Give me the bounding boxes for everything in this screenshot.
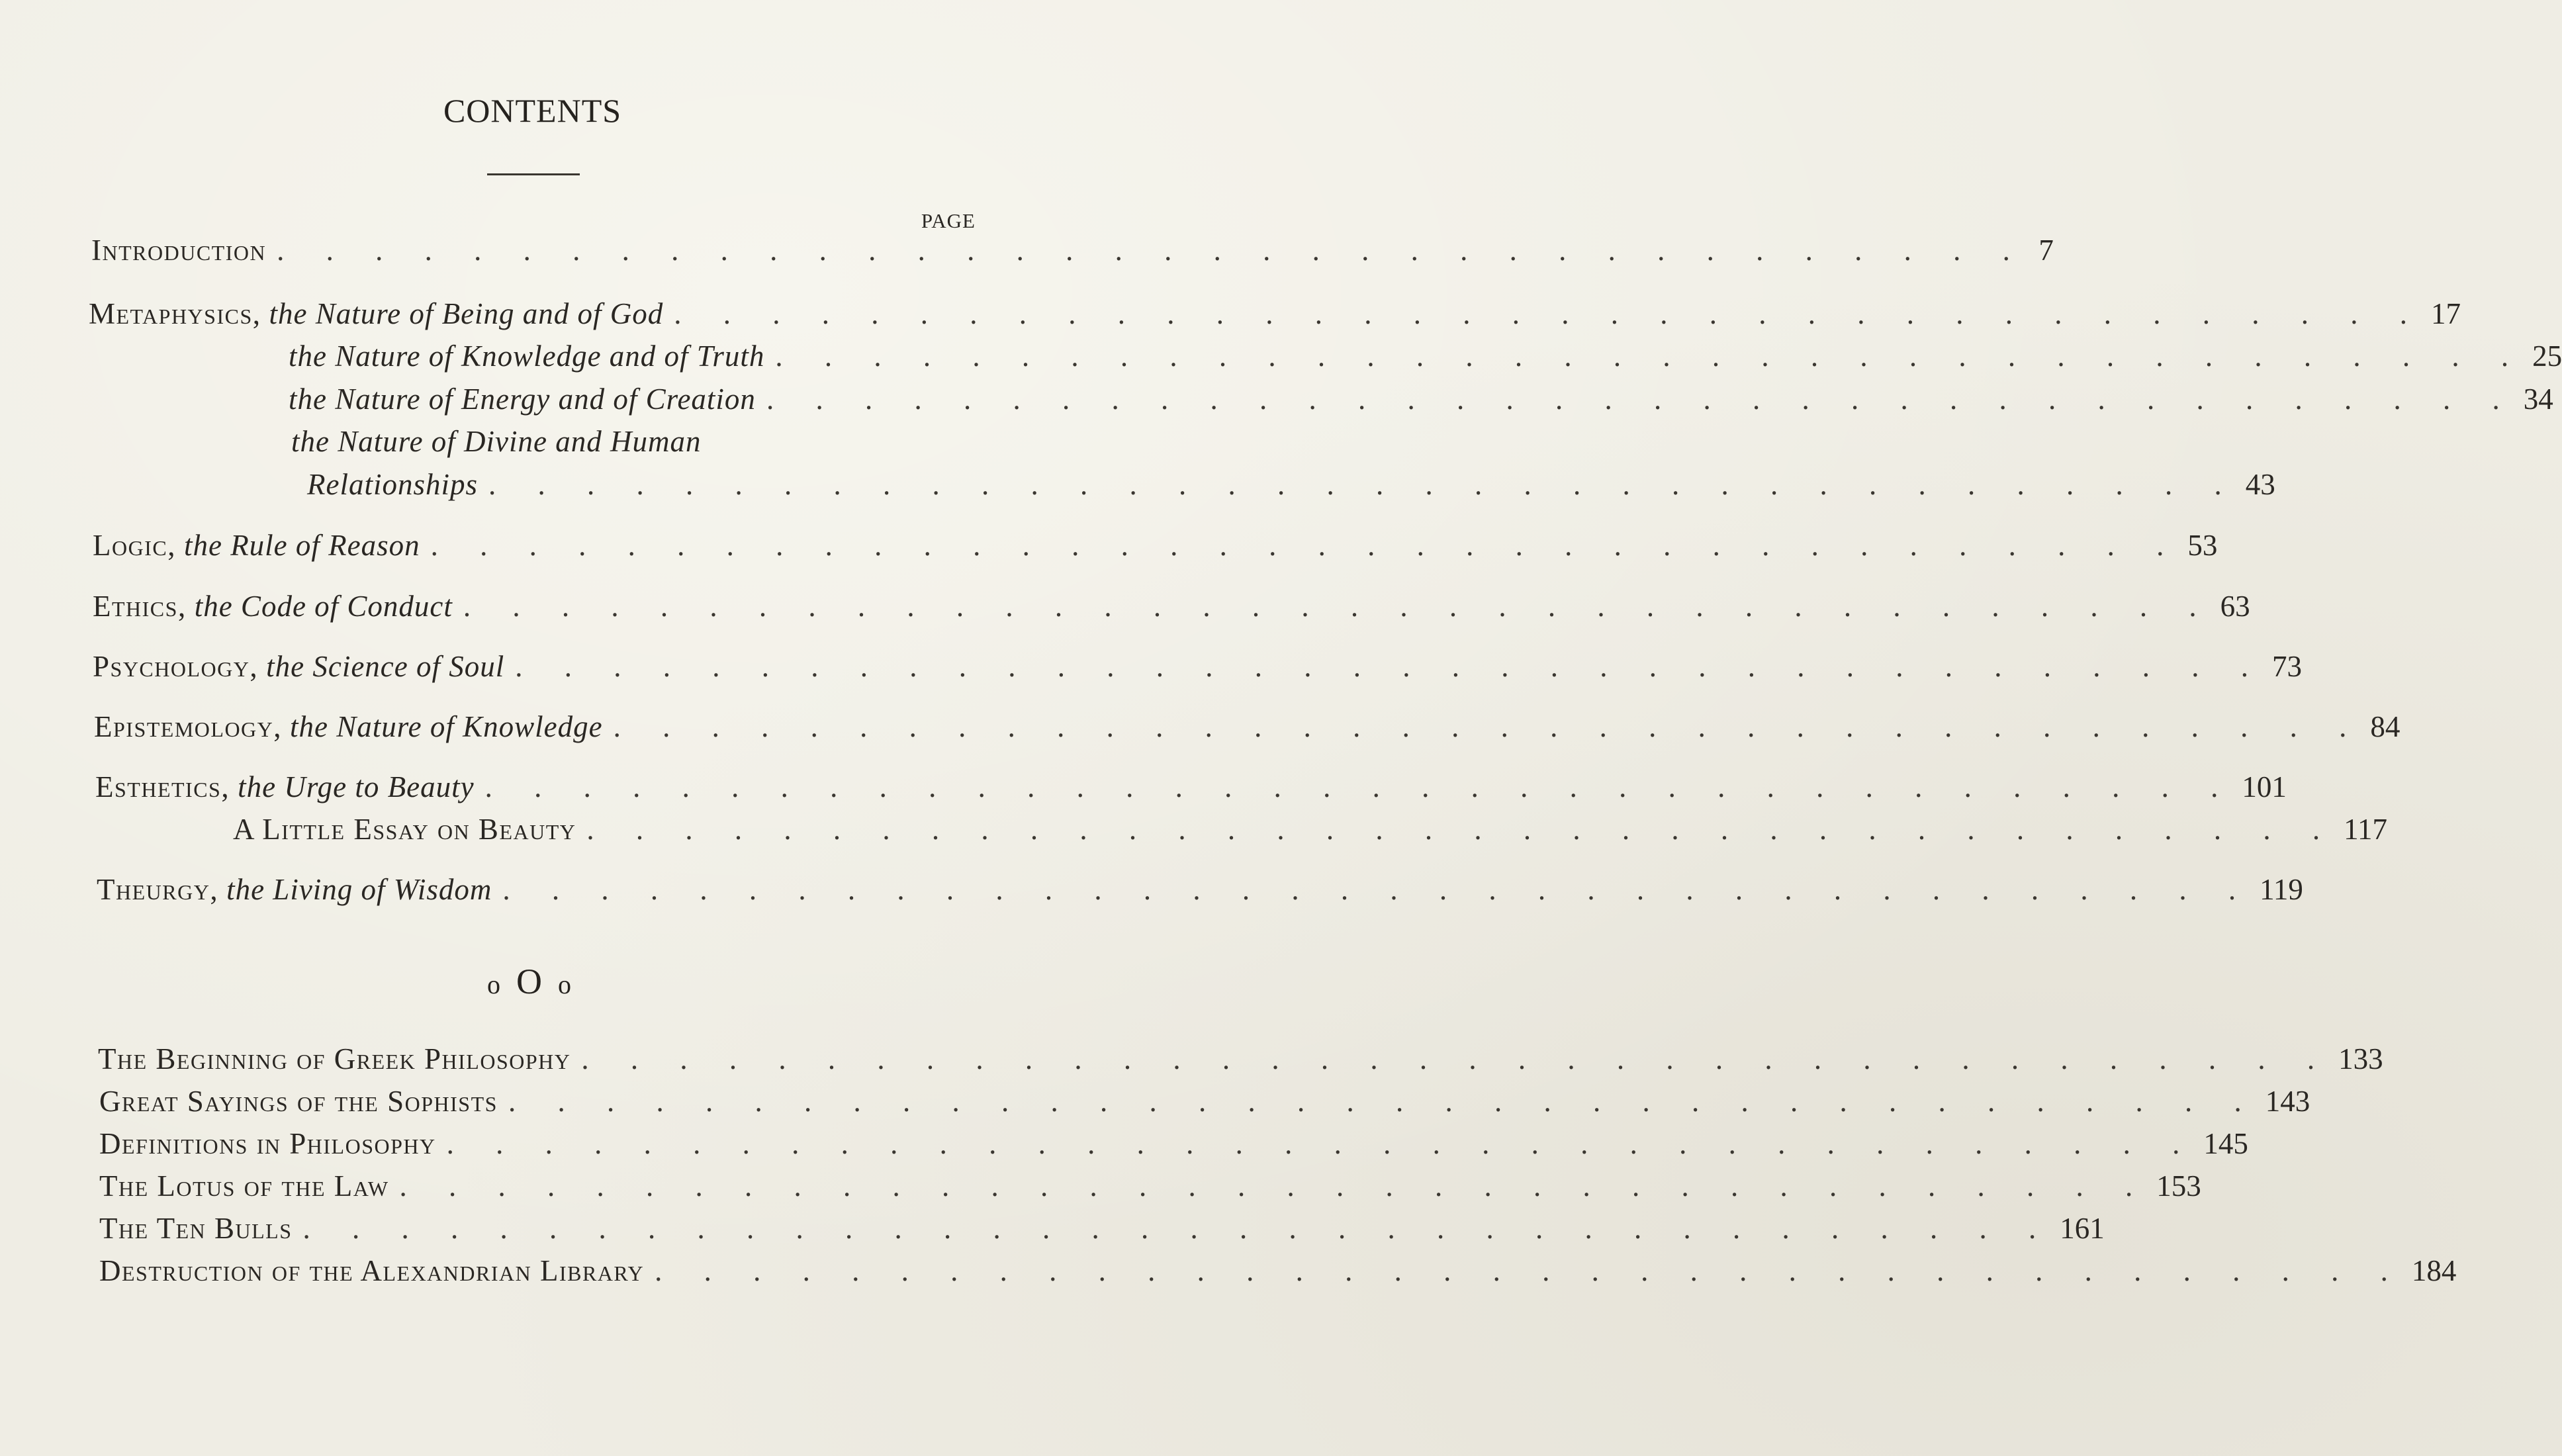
toc-entry-psychology [93, 649, 2303, 689]
entry-title: Introduction [91, 234, 267, 267]
toc-entry-logic [93, 528, 2218, 568]
dot-leader: . . . . . . . . . . . . . . . . . . . . . . . . . . . . . . . . . . . . [581, 1042, 2332, 1075]
title-rule [487, 173, 580, 175]
entry-subtitle: the Nature of Knowledge and of Truth [289, 340, 765, 373]
dot-leader: . . . . . . . . . . . . . . . . . . . . . . . . . . . . . . . . . . . . [508, 1085, 2259, 1118]
entry-subtitle: the Code of Conduct [194, 590, 453, 623]
entry-subtitle: the Science of Soul [266, 650, 505, 683]
toc-entry-metaphysics [89, 296, 2461, 336]
ornament-small-left: o [487, 970, 507, 999]
toc-entry-relationships [307, 467, 2275, 507]
entry-title: Great Sayings of the Sophists [99, 1085, 498, 1118]
toc-entry-sophists [99, 1084, 2310, 1124]
section-ornament [0, 961, 1065, 1002]
dot-leader: . . . . . . . . . . . . . . . . . . . . . . . . . . . . . . . . . . . . [674, 297, 2425, 330]
toc-entry-greek-philosophy [98, 1042, 2383, 1081]
page-title: CONTENTS [443, 92, 622, 129]
toc-entry-definitions [99, 1126, 2248, 1166]
entry-title: Definitions in Philosophy [99, 1127, 436, 1160]
entry-subtitle: the Nature of Divine and Human [291, 425, 702, 458]
dot-leader: . . . . . . . . . . . . . . . . . . . . . . . . . . . . . . . . . . . . [302, 1212, 2054, 1245]
entry-page: 117 [2344, 813, 2387, 846]
entry-page: 53 [2187, 529, 2218, 562]
entry-page: 153 [2156, 1169, 2201, 1203]
entry-subtitle: the Urge to Beauty [238, 770, 475, 803]
dot-leader: . . . . . . . . . . . . . . . . . . . . . . . . . . . . . . . . . . . . [775, 340, 2526, 373]
dot-leader: . . . . . . . . . . . . . . . . . . . . . . . . . . . . . . . . . . . . [446, 1127, 2197, 1160]
entry-subtitle: Relationships [307, 468, 478, 501]
entry-subtitle: the Living of Wisdom [226, 873, 492, 906]
toc-entry-theurgy [97, 872, 2303, 912]
entry-title: The Lotus of the Law [99, 1169, 389, 1203]
dot-leader: . . . . . . . . . . . . . . . . . . . . . . . . . . . . . . . . . . . . [766, 383, 2517, 416]
entry-page: 7 [2038, 234, 2054, 267]
dot-leader: . . . . . . . . . . . . . . . . . . . . . . . . . . . . . . . . . . . . [502, 873, 2254, 906]
toc-entry-introduction [91, 233, 2054, 273]
entry-title: Epistemology, [94, 710, 283, 743]
entry-page: 143 [2265, 1085, 2310, 1118]
entry-page: 101 [2242, 770, 2287, 803]
dot-leader: . . . . . . . . . . . . . . . . . . . . . . . . . . . . . . . . . . . . [586, 813, 2338, 846]
entry-subtitle: the Nature of Knowledge [290, 710, 603, 743]
dot-leader: . . . . . . . . . . . . . . . . . . . . . . . . . . . . . . . . . . . . [515, 650, 2266, 683]
entry-page: 73 [2272, 650, 2303, 683]
dot-leader: . . . . . . . . . . . . . . . . . . . . . . . . . . . . . . . . . . . . [488, 468, 2239, 501]
toc-entry-energy-creation [289, 382, 2553, 422]
toc-entry-divine-human [291, 424, 975, 464]
entry-page: 63 [2220, 590, 2250, 623]
entry-page: 184 [2411, 1254, 2457, 1287]
toc-entry-alexandrian-library [99, 1253, 2457, 1293]
entry-page: 25 [2532, 340, 2562, 373]
entry-page: 133 [2338, 1042, 2383, 1075]
ornament-large-center: O [516, 962, 549, 1001]
entry-page: 161 [2060, 1212, 2105, 1245]
entry-title: The Ten Bulls [99, 1212, 293, 1245]
ornament-small-right: o [558, 970, 578, 999]
toc-entry-epistemology [94, 709, 2401, 749]
entry-page: 84 [2370, 710, 2401, 743]
toc-entry-essay-on-beauty [233, 812, 2387, 852]
dot-leader: . . . . . . . . . . . . . . . . . . . . . . . . . . . . . . . . . . . . [613, 710, 2364, 743]
entry-title: Esthetics, [95, 770, 230, 803]
toc-entry-esthetics [95, 770, 2287, 809]
entry-title: Ethics, [93, 590, 187, 623]
toc-entry-ethics [93, 589, 2250, 629]
dot-leader: . . . . . . . . . . . . . . . . . . . . . . . . . . . . . . . . . . . . [463, 590, 2214, 623]
entry-title: The Beginning of Greek Philosophy [98, 1042, 571, 1075]
entry-subtitle: the Rule of Reason [183, 529, 420, 562]
entry-subtitle: the Nature of Energy and of Creation [289, 383, 756, 416]
dot-leader: . . . . . . . . . . . . . . . . . . . . . . . . . . . . . . . . . . . . [484, 770, 2236, 803]
dot-leader: . . . . . . . . . . . . . . . . . . . . . . . . . . . . . . . . . . . . [430, 529, 2181, 562]
toc-entry-ten-bulls [99, 1211, 2105, 1251]
dot-leader: . . . . . . . . . . . . . . . . . . . . . . . . . . . . . . . . . . . . [277, 234, 2027, 267]
dot-leader: . . . . . . . . . . . . . . . . . . . . . . . . . . . . . . . . . . . . [399, 1169, 2150, 1203]
entry-title: Destruction of the Alexandrian Library [99, 1254, 645, 1287]
dot-leader: . . . . . . . . . . . . . . . . . . . . . . . . . . . . . . . . . . . . [655, 1254, 2405, 1287]
entry-page: 43 [2245, 468, 2275, 501]
entry-page: 119 [2260, 873, 2303, 906]
entry-title: Logic, [93, 529, 176, 562]
entry-title: Theurgy, [97, 873, 219, 906]
toc-entry-lotus-of-the-law [99, 1169, 2201, 1208]
entry-title: Psychology, [93, 650, 259, 683]
page-column-label: PAGE [921, 209, 976, 232]
entry-title: A Little Essay on Beauty [233, 813, 576, 846]
entry-page: 17 [2431, 297, 2461, 330]
entry-page: 145 [2203, 1127, 2248, 1160]
entry-subtitle: the Nature of Being and of God [269, 297, 664, 330]
entry-page: 34 [2523, 383, 2553, 416]
toc-entry-knowledge-truth [289, 339, 2562, 379]
entry-title: Metaphysics, [89, 297, 261, 330]
